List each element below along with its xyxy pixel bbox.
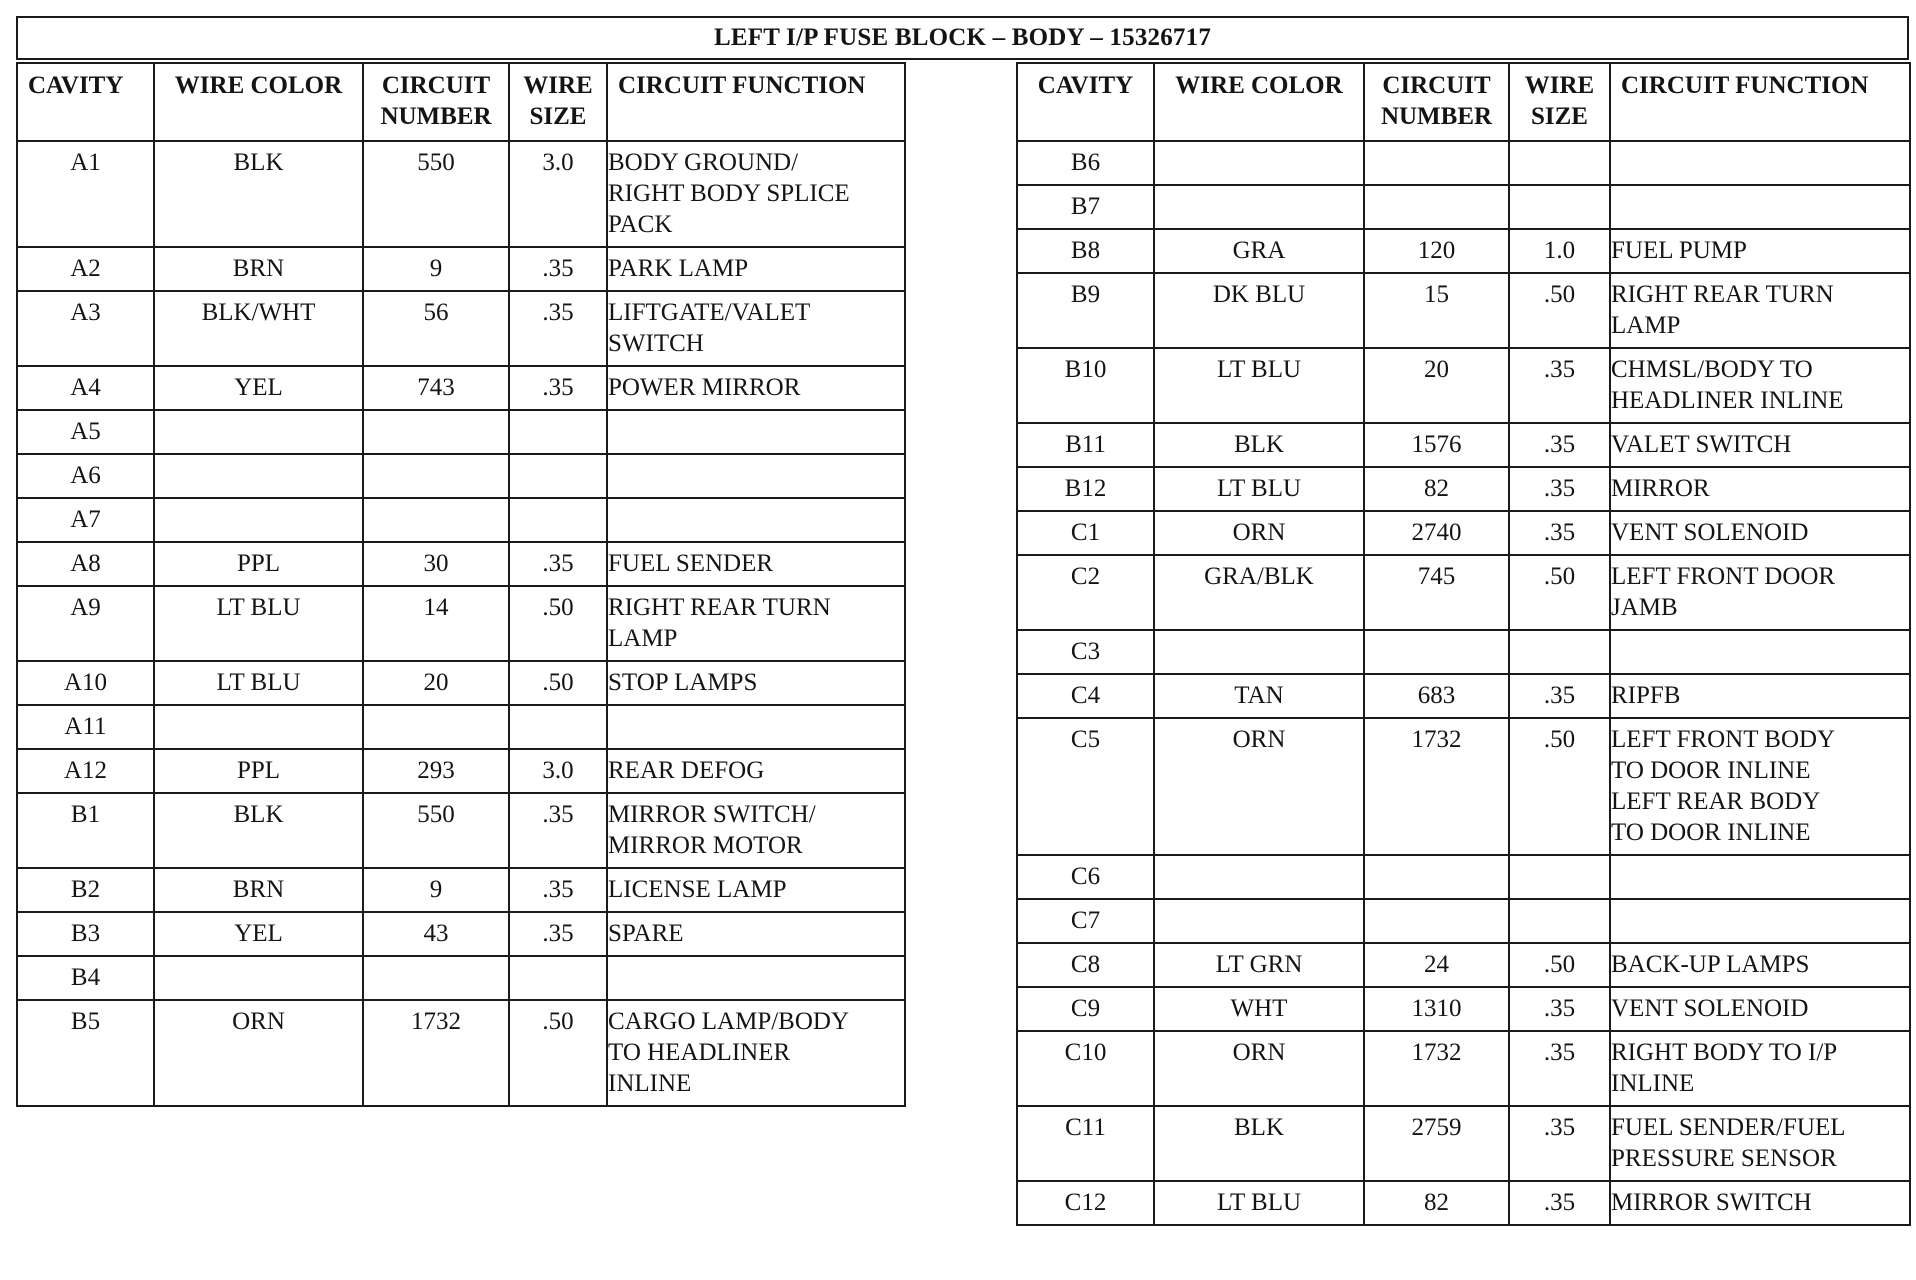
circuit-function-line: RIGHT BODY SPLICE bbox=[608, 180, 850, 207]
circuit-function-cell bbox=[607, 291, 905, 366]
circuit-function-line: RIGHT REAR TURN bbox=[1611, 281, 1834, 308]
table-row bbox=[1017, 943, 1910, 987]
wire-color-cell: LT BLU bbox=[154, 586, 363, 661]
wire-size-cell: .35 bbox=[509, 366, 607, 410]
circuit-function-cell bbox=[1610, 141, 1910, 185]
cavity-cell: A11 bbox=[17, 705, 154, 749]
cavity-cell: A12 bbox=[17, 749, 154, 793]
cavity-cell: B2 bbox=[17, 868, 154, 912]
circuit-function-cell bbox=[607, 749, 905, 793]
circuit-number-cell: 20 bbox=[1364, 348, 1509, 423]
cavity-cell: B8 bbox=[1017, 229, 1154, 273]
table-row bbox=[1017, 467, 1910, 511]
circuit-function-line: MIRROR SWITCH bbox=[1611, 1189, 1812, 1216]
circuit-number-cell: 120 bbox=[1364, 229, 1509, 273]
cavity-cell: C12 bbox=[1017, 1181, 1154, 1225]
circuit-number-cell: 1576 bbox=[1364, 423, 1509, 467]
wire-color-cell: BLK bbox=[154, 793, 363, 868]
circuit-function-cell bbox=[1610, 943, 1910, 987]
header-circuit-function: CIRCUIT FUNCTION bbox=[607, 63, 905, 141]
table-row bbox=[17, 454, 905, 498]
wire-color-cell: BRN bbox=[154, 868, 363, 912]
circuit-function-line: FUEL PUMP bbox=[1611, 237, 1747, 264]
circuit-function-cell bbox=[1610, 1106, 1910, 1181]
circuit-function-cell bbox=[1610, 899, 1910, 943]
table-row bbox=[17, 141, 905, 247]
circuit-function-line: RIGHT BODY TO I/P bbox=[1611, 1039, 1838, 1066]
table-row bbox=[17, 749, 905, 793]
wire-color-cell: BLK bbox=[1154, 423, 1364, 467]
circuit-function-cell bbox=[607, 410, 905, 454]
circuit-number-cell: 1732 bbox=[1364, 718, 1509, 855]
wire-size-cell: .50 bbox=[509, 661, 607, 705]
circuit-number-cell: 1732 bbox=[363, 1000, 509, 1106]
wire-color-cell bbox=[154, 956, 363, 1000]
wire-color-cell: LT BLU bbox=[1154, 467, 1364, 511]
cavity-cell: A8 bbox=[17, 542, 154, 586]
circuit-function-cell bbox=[1610, 467, 1910, 511]
circuit-function-line: VENT SOLENOID bbox=[1611, 995, 1809, 1022]
circuit-function-line: SWITCH bbox=[608, 330, 704, 357]
circuit-number-cell: 2740 bbox=[1364, 511, 1509, 555]
circuit-function-line: VALET SWITCH bbox=[1611, 431, 1792, 458]
wire-size-cell: .35 bbox=[1509, 348, 1610, 423]
wire-size-cell bbox=[509, 454, 607, 498]
wire-size-cell bbox=[1509, 141, 1610, 185]
wire-size-cell bbox=[509, 410, 607, 454]
circuit-function-line: LAMP bbox=[1611, 312, 1681, 339]
table-header-row bbox=[1017, 63, 1910, 141]
cavity-cell: C11 bbox=[1017, 1106, 1154, 1181]
wire-color-cell bbox=[154, 410, 363, 454]
circuit-function-line: LICENSE LAMP bbox=[608, 876, 787, 903]
circuit-function-cell bbox=[607, 793, 905, 868]
wire-color-cell bbox=[1154, 899, 1364, 943]
wire-color-cell: YEL bbox=[154, 366, 363, 410]
wire-color-cell bbox=[154, 498, 363, 542]
table-row bbox=[17, 793, 905, 868]
header-wire-size: WIRE SIZE bbox=[1509, 63, 1610, 141]
wire-size-cell: .35 bbox=[509, 542, 607, 586]
circuit-function-line: CHMSL/BODY TO bbox=[1611, 356, 1813, 383]
circuit-number-cell bbox=[363, 410, 509, 454]
circuit-number-cell: 550 bbox=[363, 141, 509, 247]
table-row bbox=[1017, 1181, 1910, 1225]
table-row bbox=[1017, 348, 1910, 423]
wire-size-cell: .35 bbox=[509, 912, 607, 956]
wire-color-cell: ORN bbox=[1154, 718, 1364, 855]
wire-color-cell: GRA bbox=[1154, 229, 1364, 273]
cavity-cell: B3 bbox=[17, 912, 154, 956]
cavity-cell: B5 bbox=[17, 1000, 154, 1106]
wire-size-cell: 3.0 bbox=[509, 749, 607, 793]
circuit-function-cell bbox=[1610, 229, 1910, 273]
cavity-cell: A4 bbox=[17, 366, 154, 410]
circuit-number-cell: 1732 bbox=[1364, 1031, 1509, 1106]
cavity-cell: C5 bbox=[1017, 718, 1154, 855]
circuit-function-cell bbox=[1610, 1181, 1910, 1225]
circuit-function-line: REAR DEFOG bbox=[608, 757, 765, 784]
right-fuse-table bbox=[1016, 62, 1911, 1226]
table-row bbox=[1017, 630, 1910, 674]
circuit-function-line: LEFT FRONT DOOR bbox=[1611, 563, 1836, 590]
wire-size-cell: .50 bbox=[509, 1000, 607, 1106]
wire-color-cell: DK BLU bbox=[1154, 273, 1364, 348]
circuit-function-line: VENT SOLENOID bbox=[1611, 519, 1809, 546]
wire-color-cell bbox=[1154, 630, 1364, 674]
circuit-number-cell: 56 bbox=[363, 291, 509, 366]
circuit-number-cell: 15 bbox=[1364, 273, 1509, 348]
circuit-number-cell bbox=[363, 705, 509, 749]
table-row bbox=[17, 1000, 905, 1106]
circuit-function-cell bbox=[607, 454, 905, 498]
circuit-number-cell: 43 bbox=[363, 912, 509, 956]
circuit-function-cell bbox=[607, 141, 905, 247]
circuit-function-cell bbox=[1610, 511, 1910, 555]
wire-size-cell: .50 bbox=[509, 586, 607, 661]
table-row bbox=[17, 542, 905, 586]
circuit-function-cell bbox=[607, 868, 905, 912]
wire-color-cell: WHT bbox=[1154, 987, 1364, 1031]
circuit-function-line: BODY GROUND/ bbox=[608, 149, 799, 176]
circuit-function-cell bbox=[607, 1000, 905, 1106]
table-row bbox=[17, 498, 905, 542]
circuit-number-cell: 550 bbox=[363, 793, 509, 868]
wire-size-cell bbox=[509, 498, 607, 542]
table-row bbox=[1017, 718, 1910, 855]
cavity-cell: A2 bbox=[17, 247, 154, 291]
header-wire-size: WIRE SIZE bbox=[509, 63, 607, 141]
wire-color-cell: ORN bbox=[1154, 511, 1364, 555]
wire-color-cell: BRN bbox=[154, 247, 363, 291]
table-row bbox=[17, 912, 905, 956]
circuit-number-cell: 1310 bbox=[1364, 987, 1509, 1031]
cavity-cell: B1 bbox=[17, 793, 154, 868]
wire-color-cell: LT BLU bbox=[1154, 1181, 1364, 1225]
cavity-cell: A3 bbox=[17, 291, 154, 366]
circuit-number-cell bbox=[363, 956, 509, 1000]
circuit-function-line: TO DOOR INLINE bbox=[1611, 757, 1811, 784]
wire-size-cell bbox=[509, 705, 607, 749]
circuit-number-cell bbox=[1364, 855, 1509, 899]
wire-color-cell bbox=[1154, 855, 1364, 899]
wire-size-cell: .35 bbox=[1509, 1106, 1610, 1181]
circuit-number-cell bbox=[1364, 185, 1509, 229]
circuit-function-line: INLINE bbox=[608, 1070, 692, 1097]
cavity-cell: A6 bbox=[17, 454, 154, 498]
circuit-number-cell: 24 bbox=[1364, 943, 1509, 987]
circuit-number-cell: 683 bbox=[1364, 674, 1509, 718]
wire-size-cell: .50 bbox=[1509, 718, 1610, 855]
wire-color-cell bbox=[1154, 141, 1364, 185]
cavity-cell: A9 bbox=[17, 586, 154, 661]
table-header-row bbox=[17, 63, 905, 141]
circuit-function-cell bbox=[607, 366, 905, 410]
circuit-number-cell bbox=[363, 498, 509, 542]
circuit-function-line: FUEL SENDER bbox=[608, 550, 774, 577]
header-cavity: CAVITY bbox=[17, 63, 154, 141]
circuit-function-line: POWER MIRROR bbox=[608, 374, 801, 401]
wire-size-cell bbox=[509, 956, 607, 1000]
table-row bbox=[17, 868, 905, 912]
circuit-number-cell: 9 bbox=[363, 247, 509, 291]
circuit-function-line: MIRROR MOTOR bbox=[608, 832, 803, 859]
wire-size-cell: 3.0 bbox=[509, 141, 607, 247]
cavity-cell: A7 bbox=[17, 498, 154, 542]
circuit-function-line: LEFT FRONT BODY bbox=[1611, 726, 1836, 753]
cavity-cell: B10 bbox=[1017, 348, 1154, 423]
table-row bbox=[17, 410, 905, 454]
cavity-cell: B6 bbox=[1017, 141, 1154, 185]
table-row bbox=[17, 661, 905, 705]
circuit-function-line: LEFT REAR BODY bbox=[1611, 788, 1821, 815]
wire-size-cell: .35 bbox=[1509, 1031, 1610, 1106]
circuit-function-cell bbox=[607, 705, 905, 749]
circuit-number-cell: 2759 bbox=[1364, 1106, 1509, 1181]
wire-size-cell bbox=[1509, 185, 1610, 229]
wire-size-cell: .50 bbox=[1509, 943, 1610, 987]
wire-color-cell: YEL bbox=[154, 912, 363, 956]
cavity-cell: A1 bbox=[17, 141, 154, 247]
table-row bbox=[1017, 511, 1910, 555]
circuit-number-cell: 20 bbox=[363, 661, 509, 705]
circuit-function-cell bbox=[607, 661, 905, 705]
wire-color-cell: BLK/WHT bbox=[154, 291, 363, 366]
circuit-function-cell bbox=[607, 498, 905, 542]
circuit-function-cell bbox=[1610, 630, 1910, 674]
cavity-cell: C3 bbox=[1017, 630, 1154, 674]
table-row bbox=[17, 586, 905, 661]
cavity-cell: B12 bbox=[1017, 467, 1154, 511]
wire-color-cell: BLK bbox=[154, 141, 363, 247]
circuit-function-line: PARK LAMP bbox=[608, 255, 749, 282]
wire-size-cell bbox=[1509, 899, 1610, 943]
circuit-function-cell bbox=[607, 586, 905, 661]
circuit-function-cell bbox=[1610, 718, 1910, 855]
wire-size-cell bbox=[1509, 630, 1610, 674]
wire-size-cell: .35 bbox=[509, 793, 607, 868]
cavity-cell: C4 bbox=[1017, 674, 1154, 718]
circuit-function-cell bbox=[1610, 273, 1910, 348]
circuit-number-cell: 293 bbox=[363, 749, 509, 793]
circuit-function-line: MIRROR SWITCH/ bbox=[608, 801, 816, 828]
circuit-number-cell bbox=[1364, 899, 1509, 943]
circuit-function-line: BACK-UP LAMPS bbox=[1611, 951, 1810, 978]
circuit-function-cell bbox=[1610, 185, 1910, 229]
header-cavity: CAVITY bbox=[1017, 63, 1154, 141]
table-row bbox=[1017, 423, 1910, 467]
wire-size-cell: .35 bbox=[1509, 467, 1610, 511]
circuit-function-line: SPARE bbox=[608, 920, 684, 947]
table-row bbox=[1017, 229, 1910, 273]
circuit-function-cell bbox=[1610, 987, 1910, 1031]
wire-color-cell: PPL bbox=[154, 542, 363, 586]
table-row bbox=[1017, 555, 1910, 630]
cavity-cell: B7 bbox=[1017, 185, 1154, 229]
wire-color-cell: LT BLU bbox=[154, 661, 363, 705]
table-row bbox=[1017, 855, 1910, 899]
circuit-function-cell bbox=[607, 542, 905, 586]
wire-color-cell: LT GRN bbox=[1154, 943, 1364, 987]
header-wire-color: WIRE COLOR bbox=[1154, 63, 1364, 141]
cavity-cell: C2 bbox=[1017, 555, 1154, 630]
wire-color-cell: ORN bbox=[1154, 1031, 1364, 1106]
circuit-number-cell bbox=[1364, 141, 1509, 185]
circuit-function-line: TO DOOR INLINE bbox=[1611, 819, 1811, 846]
circuit-function-line: PRESSURE SENSOR bbox=[1611, 1145, 1837, 1172]
wire-color-cell: GRA/BLK bbox=[1154, 555, 1364, 630]
circuit-number-cell: 743 bbox=[363, 366, 509, 410]
circuit-function-line: LIFTGATE/VALET bbox=[608, 299, 811, 326]
circuit-number-cell bbox=[1364, 630, 1509, 674]
wire-color-cell: ORN bbox=[154, 1000, 363, 1106]
cavity-cell: A5 bbox=[17, 410, 154, 454]
table-row bbox=[1017, 674, 1910, 718]
cavity-cell: C1 bbox=[1017, 511, 1154, 555]
table-row bbox=[1017, 1106, 1910, 1181]
cavity-cell: C6 bbox=[1017, 855, 1154, 899]
circuit-number-cell bbox=[363, 454, 509, 498]
wire-size-cell: .35 bbox=[1509, 987, 1610, 1031]
header-circuit-function: CIRCUIT FUNCTION bbox=[1610, 63, 1910, 141]
circuit-function-cell bbox=[607, 247, 905, 291]
circuit-function-line: RIGHT REAR TURN bbox=[608, 594, 831, 621]
table-row bbox=[17, 291, 905, 366]
circuit-function-line: MIRROR bbox=[1611, 475, 1710, 502]
cavity-cell: B11 bbox=[1017, 423, 1154, 467]
circuit-function-line: LAMP bbox=[608, 625, 678, 652]
wire-size-cell: .50 bbox=[1509, 273, 1610, 348]
table-row bbox=[1017, 185, 1910, 229]
circuit-number-cell: 745 bbox=[1364, 555, 1509, 630]
circuit-number-cell: 30 bbox=[363, 542, 509, 586]
wire-color-cell: PPL bbox=[154, 749, 363, 793]
table-row bbox=[17, 956, 905, 1000]
wire-size-cell: .35 bbox=[1509, 423, 1610, 467]
wire-size-cell: 1.0 bbox=[1509, 229, 1610, 273]
cavity-cell: C9 bbox=[1017, 987, 1154, 1031]
header-circuit-number: CIRCUIT NUMBER bbox=[1364, 63, 1509, 141]
cavity-cell: C8 bbox=[1017, 943, 1154, 987]
circuit-function-cell bbox=[1610, 674, 1910, 718]
circuit-function-line: STOP LAMPS bbox=[608, 669, 758, 696]
circuit-function-line: JAMB bbox=[1611, 594, 1678, 621]
wire-size-cell: .35 bbox=[509, 868, 607, 912]
circuit-number-cell: 82 bbox=[1364, 1181, 1509, 1225]
table-row bbox=[1017, 987, 1910, 1031]
circuit-function-line: RIPFB bbox=[1611, 682, 1681, 709]
cavity-cell: A10 bbox=[17, 661, 154, 705]
wire-size-cell: .35 bbox=[1509, 511, 1610, 555]
cavity-cell: C7 bbox=[1017, 899, 1154, 943]
circuit-function-line: INLINE bbox=[1611, 1070, 1695, 1097]
circuit-number-cell: 9 bbox=[363, 868, 509, 912]
header-wire-color: WIRE COLOR bbox=[154, 63, 363, 141]
table-row bbox=[17, 366, 905, 410]
wire-color-cell bbox=[1154, 185, 1364, 229]
table-row bbox=[1017, 141, 1910, 185]
table-row bbox=[17, 247, 905, 291]
circuit-function-cell bbox=[1610, 555, 1910, 630]
circuit-function-cell bbox=[1610, 855, 1910, 899]
wire-size-cell: .35 bbox=[1509, 674, 1610, 718]
left-fuse-table bbox=[16, 62, 906, 1107]
header-circuit-number: CIRCUIT NUMBER bbox=[363, 63, 509, 141]
circuit-function-line: FUEL SENDER/FUEL bbox=[1611, 1114, 1846, 1141]
wire-size-cell: .35 bbox=[509, 247, 607, 291]
circuit-number-cell: 82 bbox=[1364, 467, 1509, 511]
table-row bbox=[17, 705, 905, 749]
cavity-cell: B4 bbox=[17, 956, 154, 1000]
wire-size-cell: .35 bbox=[1509, 1181, 1610, 1225]
page-title: LEFT I/P FUSE BLOCK – BODY – 15326717 bbox=[16, 16, 1909, 60]
wire-color-cell bbox=[154, 705, 363, 749]
circuit-function-cell bbox=[607, 912, 905, 956]
circuit-function-cell bbox=[607, 956, 905, 1000]
table-row bbox=[1017, 273, 1910, 348]
cavity-cell: B9 bbox=[1017, 273, 1154, 348]
wire-color-cell: LT BLU bbox=[1154, 348, 1364, 423]
circuit-function-line: PACK bbox=[608, 211, 673, 238]
wire-color-cell: TAN bbox=[1154, 674, 1364, 718]
wire-color-cell bbox=[154, 454, 363, 498]
circuit-function-line: TO HEADLINER bbox=[608, 1039, 791, 1066]
circuit-function-line: HEADLINER INLINE bbox=[1611, 387, 1844, 414]
wire-size-cell: .35 bbox=[509, 291, 607, 366]
circuit-function-cell bbox=[1610, 423, 1910, 467]
circuit-function-cell bbox=[1610, 1031, 1910, 1106]
cavity-cell: C10 bbox=[1017, 1031, 1154, 1106]
circuit-number-cell: 14 bbox=[363, 586, 509, 661]
circuit-function-line: CARGO LAMP/BODY bbox=[608, 1008, 850, 1035]
table-row bbox=[1017, 1031, 1910, 1106]
wire-color-cell: BLK bbox=[1154, 1106, 1364, 1181]
table-row bbox=[1017, 899, 1910, 943]
circuit-function-cell bbox=[1610, 348, 1910, 423]
wire-size-cell bbox=[1509, 855, 1610, 899]
wire-size-cell: .50 bbox=[1509, 555, 1610, 630]
